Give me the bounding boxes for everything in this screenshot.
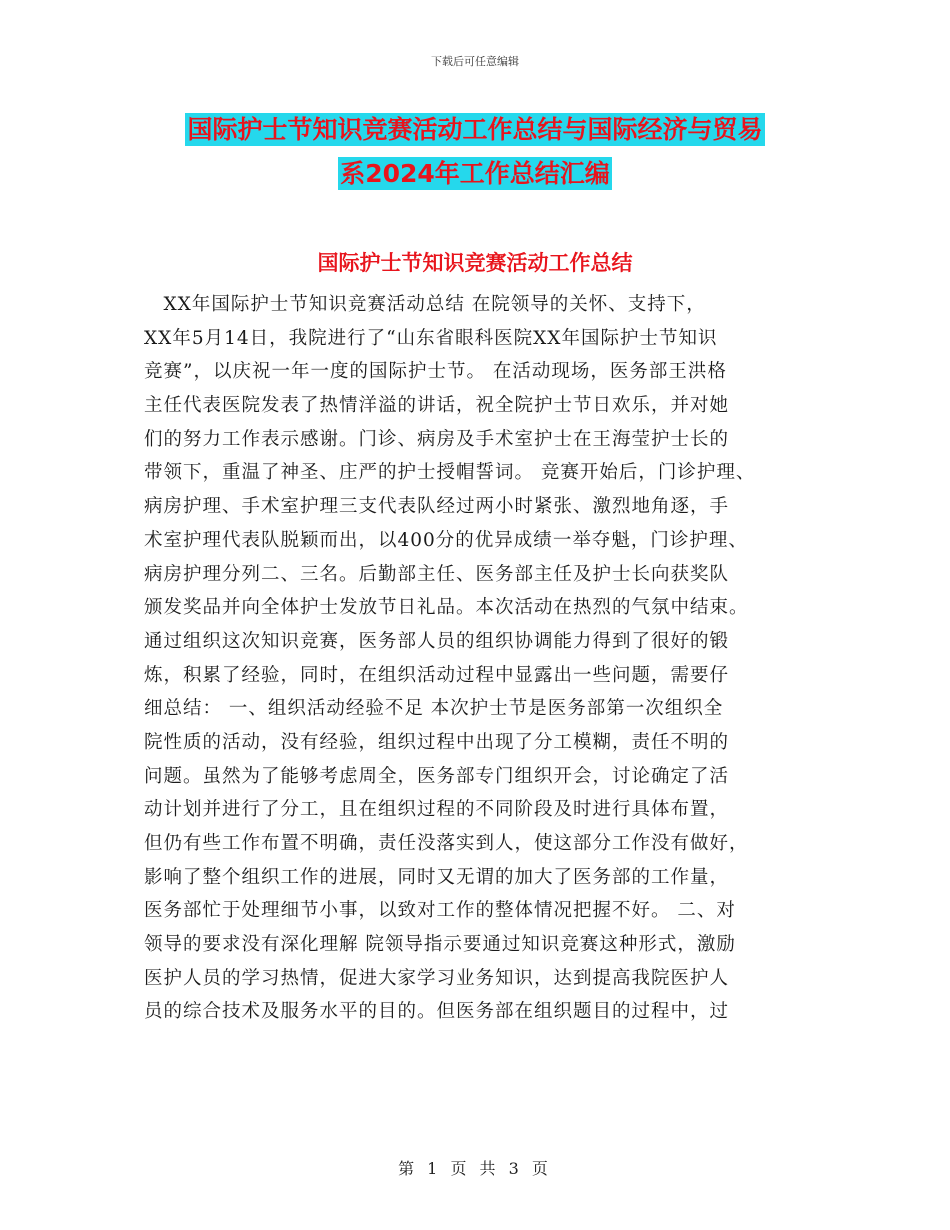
body-line: 炼，积累了经验，同时，在组织活动过程中显露出一些问题，需要仔: [144, 664, 730, 686]
body-line: 问题。虽然为了能够考虑周全，医务部专门组织开会，讨论确定了活: [144, 765, 730, 787]
body-line: 细总结： 一、组织活动经验不足 本次护士节是医务部第一次组织全: [144, 698, 724, 720]
section-title: 国际护士节知识竞赛活动工作总结: [317, 251, 633, 275]
page-number: 第 1 页 共 3 页: [398, 1159, 552, 1178]
body-line: 院性质的活动，没有经验，组织过程中出现了分工模糊，责任不明的: [144, 731, 730, 753]
body-line: 竞赛”，以庆祝一年一度的国际护士节。 在活动现场，医务部王洪格: [144, 361, 727, 383]
body-line: 通过组织这次知识竞赛，医务部人员的组织协调能力得到了很好的锻: [144, 630, 730, 652]
body-line: 医务部忙于处理细节小事，以致对工作的整体情况把握不好。 二、对: [144, 900, 736, 922]
body-line: 领导的要求没有深化理解 院领导指示要通过知识竞赛这种形式，激励: [144, 934, 736, 956]
body-line: 们的努力工作表示感谢。门诊、病房及手术室护士在王海莹护士长的: [144, 428, 730, 450]
body-line: 动计划并进行了分工，且在组织过程的不同阶段及时进行具体布置，: [144, 799, 730, 821]
page-header-note: 下载后可任意编辑: [431, 55, 519, 68]
title-highlight-2: 系2024年工作总结汇编: [340, 159, 610, 188]
document-title-line-2: [100, 152, 850, 196]
body-line: 医护人员的学习热情，促进大家学习业务知识，达到提高我院医护人: [144, 967, 730, 989]
body-line: 颁发奖品并向全体护士发放节日礼品。本次活动在热烈的气氛中结束。: [144, 597, 749, 619]
body-line: XX年5月14日，我院进行了“山东省眼科医院XX年国际护士节知识: [144, 327, 718, 349]
document-title-line-1: [100, 108, 850, 152]
body-line: XX年国际护士节知识竞赛活动总结 在院领导的关怀、支持下，: [144, 294, 706, 315]
body-line: 带领下，重温了神圣、庄严的护士授帽誓词。 竞赛开始后，门诊护理、: [144, 462, 756, 484]
document-title: [100, 108, 850, 196]
body-line: 员的综合技术及服务水平的目的。但医务部在组织题目的过程中，过: [144, 1001, 730, 1023]
body-line: 影响了整个组织工作的进展，同时又无谓的加大了医务部的工作量，: [144, 866, 730, 888]
body-line: 病房护理、手术室护理三支代表队经过两小时紧张、激烈地角逐，手: [144, 496, 730, 518]
body-line: 主任代表医院发表了热情洋溢的讲话，祝全院护士节日欢乐，并对她: [144, 395, 730, 417]
body-text: [144, 288, 812, 1029]
title-highlight-1: 国际护士节知识竞赛活动工作总结与国际经济与贸易: [187, 115, 763, 144]
body-line: 病房护理分列二、三名。后勤部主任、医务部主任及护士长向获奖队: [144, 563, 730, 585]
body-line: 但仍有些工作布置不明确，责任没落实到人，使这部分工作没有做好，: [144, 833, 749, 854]
body-line: 术室护理代表队脱颖而出，以400分的优异成绩一举夺魁，门诊护理、: [144, 529, 748, 551]
